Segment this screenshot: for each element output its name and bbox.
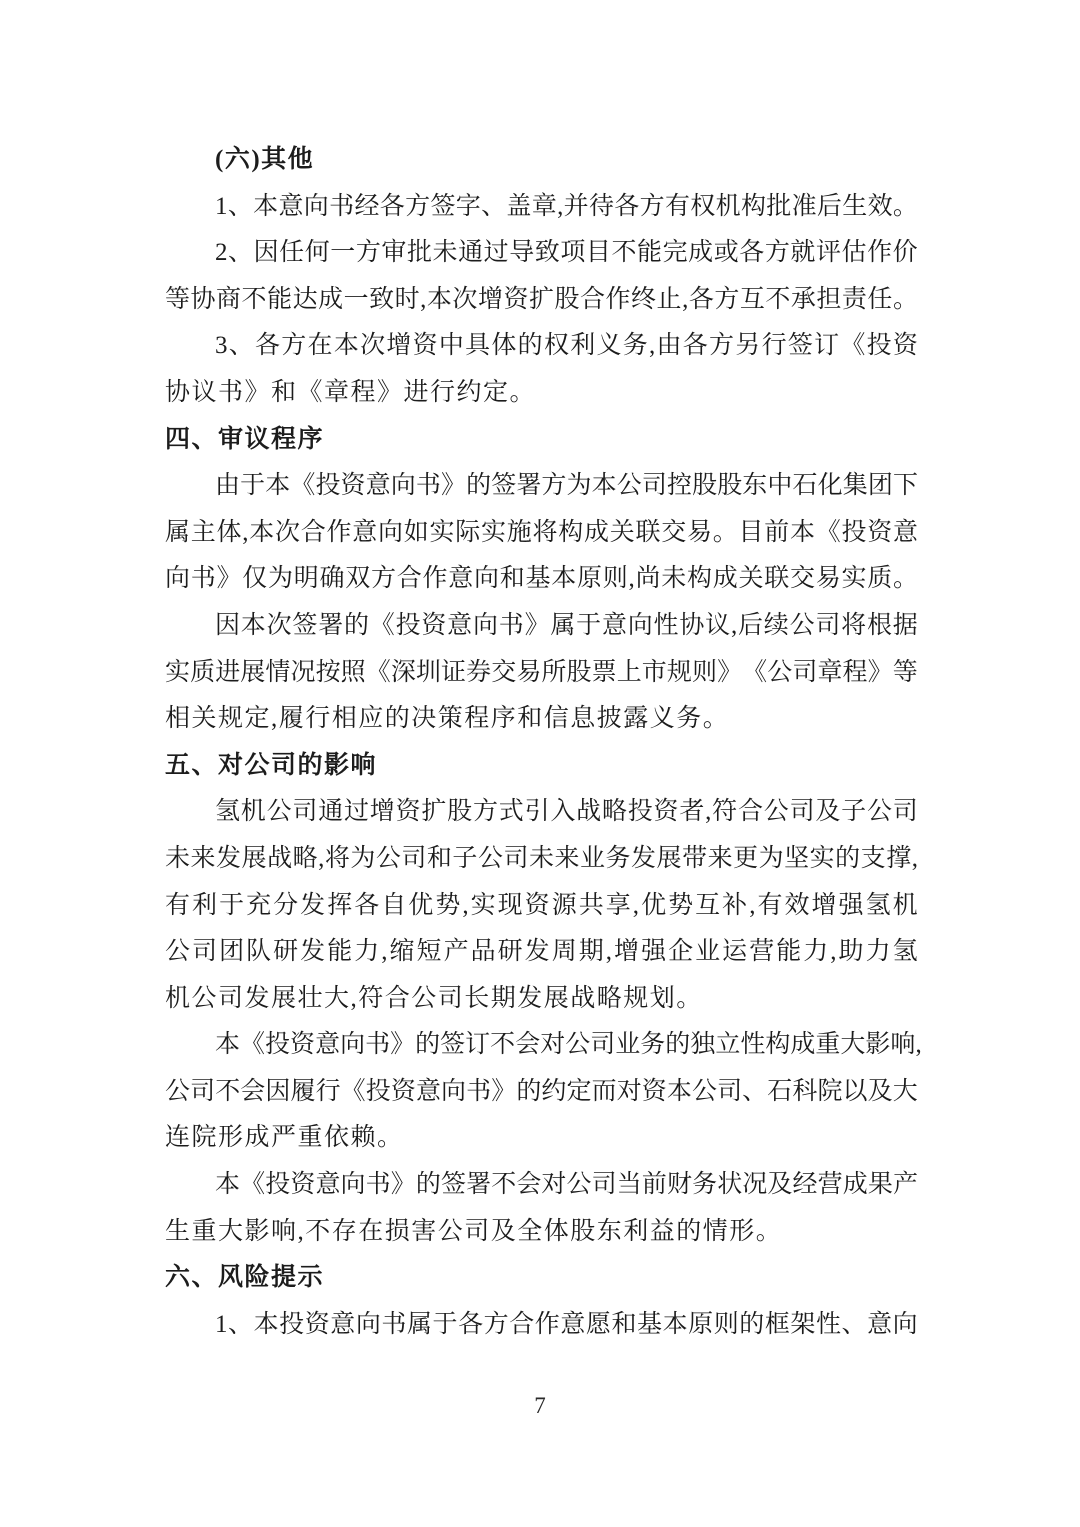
- document-body: [165, 137, 922, 1348]
- text-line: 未 来 发 展 战 略 , 将 为 公 司 和 子 公 司 未 来 业 务 发 展 带 来 更 为 坚 实 的 支 撑 ,: [165, 844, 918, 872]
- text-line: 公 司 不 会 因 履 行 《 投 资 意 向 书 》 的 约 定 而 对 资 本 公 司 、 石 科 院 以 及 大: [165, 1077, 918, 1105]
- text-line: 协议书》和《章程》进行约定。: [165, 378, 537, 406]
- text-line: 因 本 次 签 署 的 《 投 资 意 向 书 》 属 于 意 向 性 协 议 , 后 续 公 司 将 根 据: [215, 611, 918, 639]
- text-line: 公 司 团 队 研 发 能 力 , 缩 短 产 品 研 发 周 期 , 增 强 企 业 运 营 能 力 , 助 力 氢: [165, 938, 918, 966]
- text-line: 本 《 投 资 意 向 书 》 的 签 署 不 会 对 公 司 当 前 财 务 状 况 及 经 营 成 果 产: [215, 1171, 918, 1199]
- section-heading: 六、风险提示: [165, 1264, 325, 1292]
- text-line: 有 利 于 充 分 发 挥 各 自 优 势 , 实 现 资 源 共 享 , 优 势 互 补 , 有 效 增 强 氢 机: [165, 891, 918, 919]
- text-line: 等 协 商 不 能 达 成 一 致 时 , 本 次 增 资 扩 股 合 作 终 止 , 各 方 互 不 承 担 责 任 。: [165, 285, 918, 313]
- section-heading: (六)其他: [215, 146, 315, 173]
- text-line: 向 书 》 仅 为 明 确 双 方 合 作 意 向 和 基 本 原 则 , 尚 未 构 成 关 联 交 易 实 质 。: [165, 565, 918, 593]
- section-heading: 四、审议程序: [165, 425, 325, 453]
- page-number: 7: [534, 1393, 546, 1418]
- section-heading: 五、对公司的影响: [165, 751, 378, 779]
- text-line: 相关规定,履行相应的决策程序和信息披露义务。: [165, 705, 730, 733]
- text-line: 本 《 投 资 意 向 书 》 的 签 订 不 会 对 公 司 业 务 的 独 立 性 构 成 重 大 影 响 ,: [215, 1031, 922, 1059]
- text-line: 属 主 体 , 本 次 合 作 意 向 如 实 际 实 施 将 构 成 关 联 交 易 。 目 前 本 《 投 资 意: [165, 518, 918, 546]
- text-line: 氢 机 公 司 通 过 增 资 扩 股 方 式 引 入 战 略 投 资 者 , 符 合 公 司 及 子 公 司: [215, 798, 918, 826]
- text-line: 机公司发展壮大,符合公司长期发展战略规划。: [165, 984, 703, 1012]
- text-line: 1 、 本 投 资 意 向 书 属 于 各 方 合 作 意 愿 和 基 本 原 则 的 框 架 性 、 意 向: [215, 1310, 918, 1338]
- text-line: 连院形成严重依赖。: [165, 1124, 404, 1152]
- text-line: 实 质 进 展 情 况 按 照 《 深 圳 证 券 交 易 所 股 票 上 市 规 则 》 《 公 司 章 程 》 等: [165, 658, 918, 686]
- text-line: 2 、 因 任 何 一 方 审 批 未 通 过 导 致 项 目 不 能 完 成 或 各 方 就 评 估 作 价: [215, 239, 918, 267]
- text-line: 3 、 各 方 在 本 次 增 资 中 具 体 的 权 利 义 务 , 由 各 方 另 行 签 订 《 投 资: [215, 332, 918, 360]
- text-line: 1 、 本 意 向 书 经 各 方 签 字 、 盖 章 , 并 待 各 方 有 权 机 构 批 准 后 生 效 。: [215, 192, 918, 220]
- text-line: 生重大影响,不存在损害公司及全体股东利益的情形。: [165, 1217, 783, 1245]
- text-line: 由 于 本 《 投 资 意 向 书 》 的 签 署 方 为 本 公 司 控 股 股 东 中 石 化 集 团 下: [215, 472, 918, 500]
